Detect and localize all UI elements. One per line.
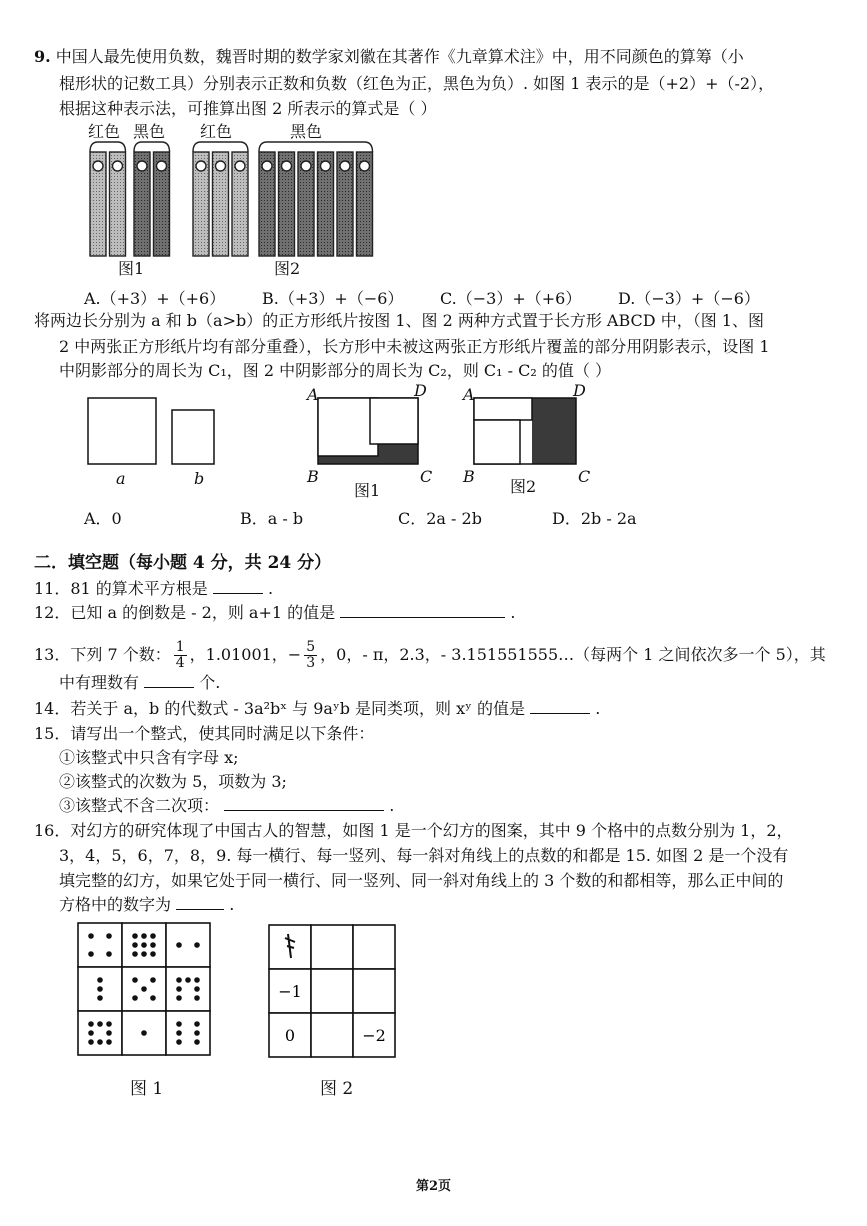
magic-square-dot xyxy=(97,977,103,983)
q9-line2: 棍形状的记数工具）分别表示正数和负数（红色为正，黑色为负）. 如图 1 表示的是（+2）+（-2）， xyxy=(59,74,775,93)
q10-fig1-caption: 图1 xyxy=(354,481,381,500)
q10-line2: 2 中两张正方形纸片均有部分重叠），长方形中未被这两张正方形纸片覆盖的部分用阴影表示，设图 1 xyxy=(59,337,770,356)
magic-square-dot xyxy=(106,1039,112,1045)
magic-square-dot xyxy=(141,951,147,957)
magic-square-dot xyxy=(194,986,200,992)
magic-square-dot xyxy=(106,951,112,957)
magic-square-cell xyxy=(78,1011,122,1055)
q16-line1: 16．对幻方的研究体现了中国古人的智慧，如图 1 是一个幻方的图案，其中 9 个格中的点数分别为 1，2， xyxy=(34,821,793,840)
q10-option-a[interactable]: A．0 xyxy=(84,509,122,528)
q10-fig2-D: D xyxy=(573,381,586,400)
q15-end: . xyxy=(389,796,395,815)
rod-cap-circle xyxy=(196,161,206,171)
q12 xyxy=(34,602,515,624)
q13-mid2: ，0，- π，2.3，- 3.151551555…（每两个 1 之间依次多一个 5），其 xyxy=(320,645,826,664)
q10-label-b: b xyxy=(194,469,205,488)
q10-fig2-A: A xyxy=(463,385,475,404)
q10-fig1-A: A xyxy=(307,385,319,404)
page-number: 第2页 xyxy=(416,1179,452,1194)
fig1-square-a xyxy=(318,398,378,456)
section-2-title: 二．填空题（每小题 4 分，共 24 分） xyxy=(34,553,332,573)
q9-label-black1: 黑色 xyxy=(133,122,166,141)
magic-square-dot xyxy=(106,933,112,939)
q9-label-black2: 黑色 xyxy=(290,122,323,141)
rod-group-bracket xyxy=(134,142,170,152)
q9-number: 9. xyxy=(34,47,51,66)
rod-cap-circle xyxy=(235,161,245,171)
magic-square-dot xyxy=(132,951,138,957)
magic-square-dot xyxy=(194,1030,200,1036)
fig2-square-a xyxy=(474,398,532,420)
magic-square-dot xyxy=(194,995,200,1001)
q11-text: 11．81 的算术平方根是 xyxy=(34,579,208,598)
q10-line1: 将两边长分别为 a 和 b（a>b）的正方形纸片按图 1、图 2 两种方式置于长方形 ABCD 中，（图 1、图 xyxy=(34,311,764,330)
q9-fig1-caption: 图1 xyxy=(118,259,145,278)
magic-square-dot xyxy=(88,933,94,939)
q13-line2-end: 个. xyxy=(199,673,221,692)
magic-grid-value: −2 xyxy=(362,1026,386,1045)
magic-square-dot xyxy=(141,942,147,948)
rod-cap-circle xyxy=(137,161,147,171)
magic-square-dot xyxy=(176,942,182,948)
magic-square-dot xyxy=(141,986,147,992)
q16-end: . xyxy=(229,895,235,914)
q13-pre: 13．下列 7 个数： xyxy=(34,645,171,664)
q15-answer-blank[interactable] xyxy=(224,796,384,811)
rod-cap-circle xyxy=(157,161,167,171)
q15-condition-2: ②该整式的次数为 5，项数为 3; xyxy=(59,772,287,791)
fig1-square-b xyxy=(370,398,418,444)
q13-line2 xyxy=(59,672,220,694)
q16-line2: 3，4，5，6，7，8，9. 每一横行、每一竖列、每一斜对角线上的点数的和都是 15. 如图 2 是一个没有 xyxy=(59,846,789,865)
q13-f2-num: 5 xyxy=(306,639,316,655)
q13-f2-den: 3 xyxy=(306,655,316,671)
q14-text: 14．若关于 a，b 的代数式 - 3a²bˣ 与 9aʸb 是同类项，则 xʸ 的值是 xyxy=(34,699,526,718)
q9-text1: 中国人最先使用负数，魏晋时期的数学家刘徽在其著作《九章算术注》中，用不同颜色的算筹（小 xyxy=(55,47,744,66)
magic-grid-value: −1 xyxy=(278,982,302,1001)
magic-square-dot xyxy=(88,1039,94,1045)
magic-square-dot xyxy=(185,977,191,983)
q9-option-d[interactable]: D.（−3）+（−6） xyxy=(618,289,760,308)
square-a xyxy=(88,398,156,464)
q13-f1-den: 4 xyxy=(175,655,185,671)
q16-magic-square-fig1 xyxy=(77,922,211,1056)
magic-square-dot xyxy=(150,942,156,948)
q12-end: . xyxy=(510,603,516,622)
q11 xyxy=(34,578,273,600)
q16-line3: 填完整的幻方，如果它处于同一横行、同一竖列、同一斜对角线上的 3 个数的和都相等，那么正中间的 xyxy=(59,871,784,890)
q13-answer-blank[interactable] xyxy=(144,673,194,688)
magic-square-dot xyxy=(141,933,147,939)
magic-square-dot xyxy=(106,1021,112,1027)
magic-square-dot xyxy=(97,1039,103,1045)
rod-cap-circle xyxy=(340,161,350,171)
q16-line4 xyxy=(59,894,234,916)
q10-fig1-C: C xyxy=(420,467,433,486)
rod-group-bracket xyxy=(193,142,248,152)
rod-cap-circle xyxy=(321,161,331,171)
rod-cap-circle xyxy=(216,161,226,171)
magic-square-dot xyxy=(141,1030,147,1036)
rod-cap-circle xyxy=(301,161,311,171)
q9-line1 xyxy=(34,46,744,68)
q12-answer-blank[interactable] xyxy=(340,603,505,618)
magic-square-dot xyxy=(97,995,103,1001)
magic-square-cell xyxy=(78,923,122,967)
magic-square-dot xyxy=(194,1039,200,1045)
q10-fig2-caption: 图2 xyxy=(510,477,537,496)
q10-fig1-B: B xyxy=(307,467,319,486)
q9-option-c[interactable]: C.（−3）+（+6） xyxy=(440,289,582,308)
q10-option-d[interactable]: D．2b - 2a xyxy=(552,509,637,528)
magic-square-dot xyxy=(176,1039,182,1045)
magic-square-dot xyxy=(176,1021,182,1027)
fig2-square-b xyxy=(474,420,520,464)
q13-fraction-1 xyxy=(174,640,187,671)
q9-fig2-caption: 图2 xyxy=(274,259,301,278)
q10-fig1-D: D xyxy=(414,381,427,400)
magic-grid-cell xyxy=(353,969,395,1013)
magic-square-dot xyxy=(194,977,200,983)
q13-mid1: ，1.01001，− xyxy=(189,645,302,664)
q15-c3-text: ③该整式不含二次项： xyxy=(59,796,220,815)
rod-cap-circle xyxy=(93,161,103,171)
magic-square-dot xyxy=(97,1021,103,1027)
magic-square-cell xyxy=(166,1011,210,1055)
rod-cap-circle xyxy=(282,161,292,171)
q10-line3: 中阴影部分的周长为 C₁，图 2 中阴影部分的周长为 C₂，则 C₁ - C₂ 的值（ ） xyxy=(59,361,611,380)
rod-group-bracket xyxy=(90,142,126,152)
q10-option-b[interactable]: B．a - b xyxy=(240,509,304,528)
rod-cap-circle xyxy=(262,161,272,171)
q10-fig2-B: B xyxy=(463,467,475,486)
q11-end: . xyxy=(268,579,274,598)
rod-group-bracket xyxy=(259,142,373,152)
magic-square-dot xyxy=(176,977,182,983)
magic-square-dot xyxy=(88,951,94,957)
magic-square-dot xyxy=(150,977,156,983)
q14-end: . xyxy=(595,699,601,718)
magic-grid-value: 0 xyxy=(284,1026,296,1045)
magic-square-dot xyxy=(150,951,156,957)
q15-condition-1: ①该整式中只含有字母 x; xyxy=(59,748,239,767)
q10-figures xyxy=(0,380,867,500)
q9-label-red2: 红色 xyxy=(200,122,233,141)
fig2-shadow xyxy=(532,398,576,464)
magic-square-dot xyxy=(132,933,138,939)
magic-square-dot xyxy=(106,1030,112,1036)
q10-option-c[interactable]: C．2a - 2b xyxy=(398,509,482,528)
q13-fraction-2 xyxy=(304,640,317,671)
q9-option-b[interactable]: B.（+3）+（−6） xyxy=(262,289,404,308)
magic-square-dot xyxy=(176,995,182,1001)
magic-grid-cell xyxy=(311,1013,353,1057)
magic-square-dot xyxy=(132,942,138,948)
rod-cap-circle xyxy=(360,161,370,171)
magic-square-dot xyxy=(150,995,156,1001)
q11-answer-blank[interactable] xyxy=(213,579,263,594)
q14 xyxy=(34,698,600,720)
q16-fig1-caption: 图 1 xyxy=(130,1079,164,1099)
magic-square-cell xyxy=(166,923,210,967)
magic-grid-cell xyxy=(353,925,395,969)
q10-fig2-C: C xyxy=(578,467,591,486)
magic-square-dot xyxy=(150,933,156,939)
q12-text: 12．已知 a 的倒数是 - 2，则 a+1 的值是 xyxy=(34,603,336,622)
q16-magic-square-fig2 xyxy=(268,924,398,1058)
q13-line2-pre: 中有理数有 xyxy=(59,673,140,692)
q9-option-a[interactable]: A.（+3）+（+6） xyxy=(84,289,226,308)
magic-square-dot xyxy=(132,977,138,983)
magic-square-dot xyxy=(132,995,138,1001)
q10-label-a: a xyxy=(116,469,126,488)
q16-line4-text: 方格中的数字为 xyxy=(59,895,172,914)
q16-fig2-caption: 图 2 xyxy=(320,1079,354,1099)
magic-square-dot xyxy=(194,1021,200,1027)
q13-line1 xyxy=(34,640,826,671)
magic-square-cell xyxy=(166,967,210,1011)
q15-text: 15．请写出一个整式，使其同时满足以下条件： xyxy=(34,724,375,743)
magic-square-dot xyxy=(97,986,103,992)
q15-condition-3 xyxy=(59,795,394,817)
magic-square-dot xyxy=(176,1030,182,1036)
q9-line3: 根据这种表示法，可推算出图 2 所表示的算式是（ ） xyxy=(59,99,437,118)
magic-square-dot xyxy=(88,1021,94,1027)
magic-grid-cell xyxy=(311,925,353,969)
magic-grid-cell xyxy=(311,969,353,1013)
q9-label-red1: 红色 xyxy=(88,122,121,141)
magic-square-dot xyxy=(176,986,182,992)
magic-square-dot xyxy=(88,1030,94,1036)
magic-square-dot xyxy=(194,942,200,948)
rod-cap-circle xyxy=(113,161,123,171)
q14-answer-blank[interactable] xyxy=(530,699,590,714)
q13-f1-num: 1 xyxy=(175,639,185,655)
square-b xyxy=(172,410,214,464)
q16-answer-blank[interactable] xyxy=(176,895,224,910)
